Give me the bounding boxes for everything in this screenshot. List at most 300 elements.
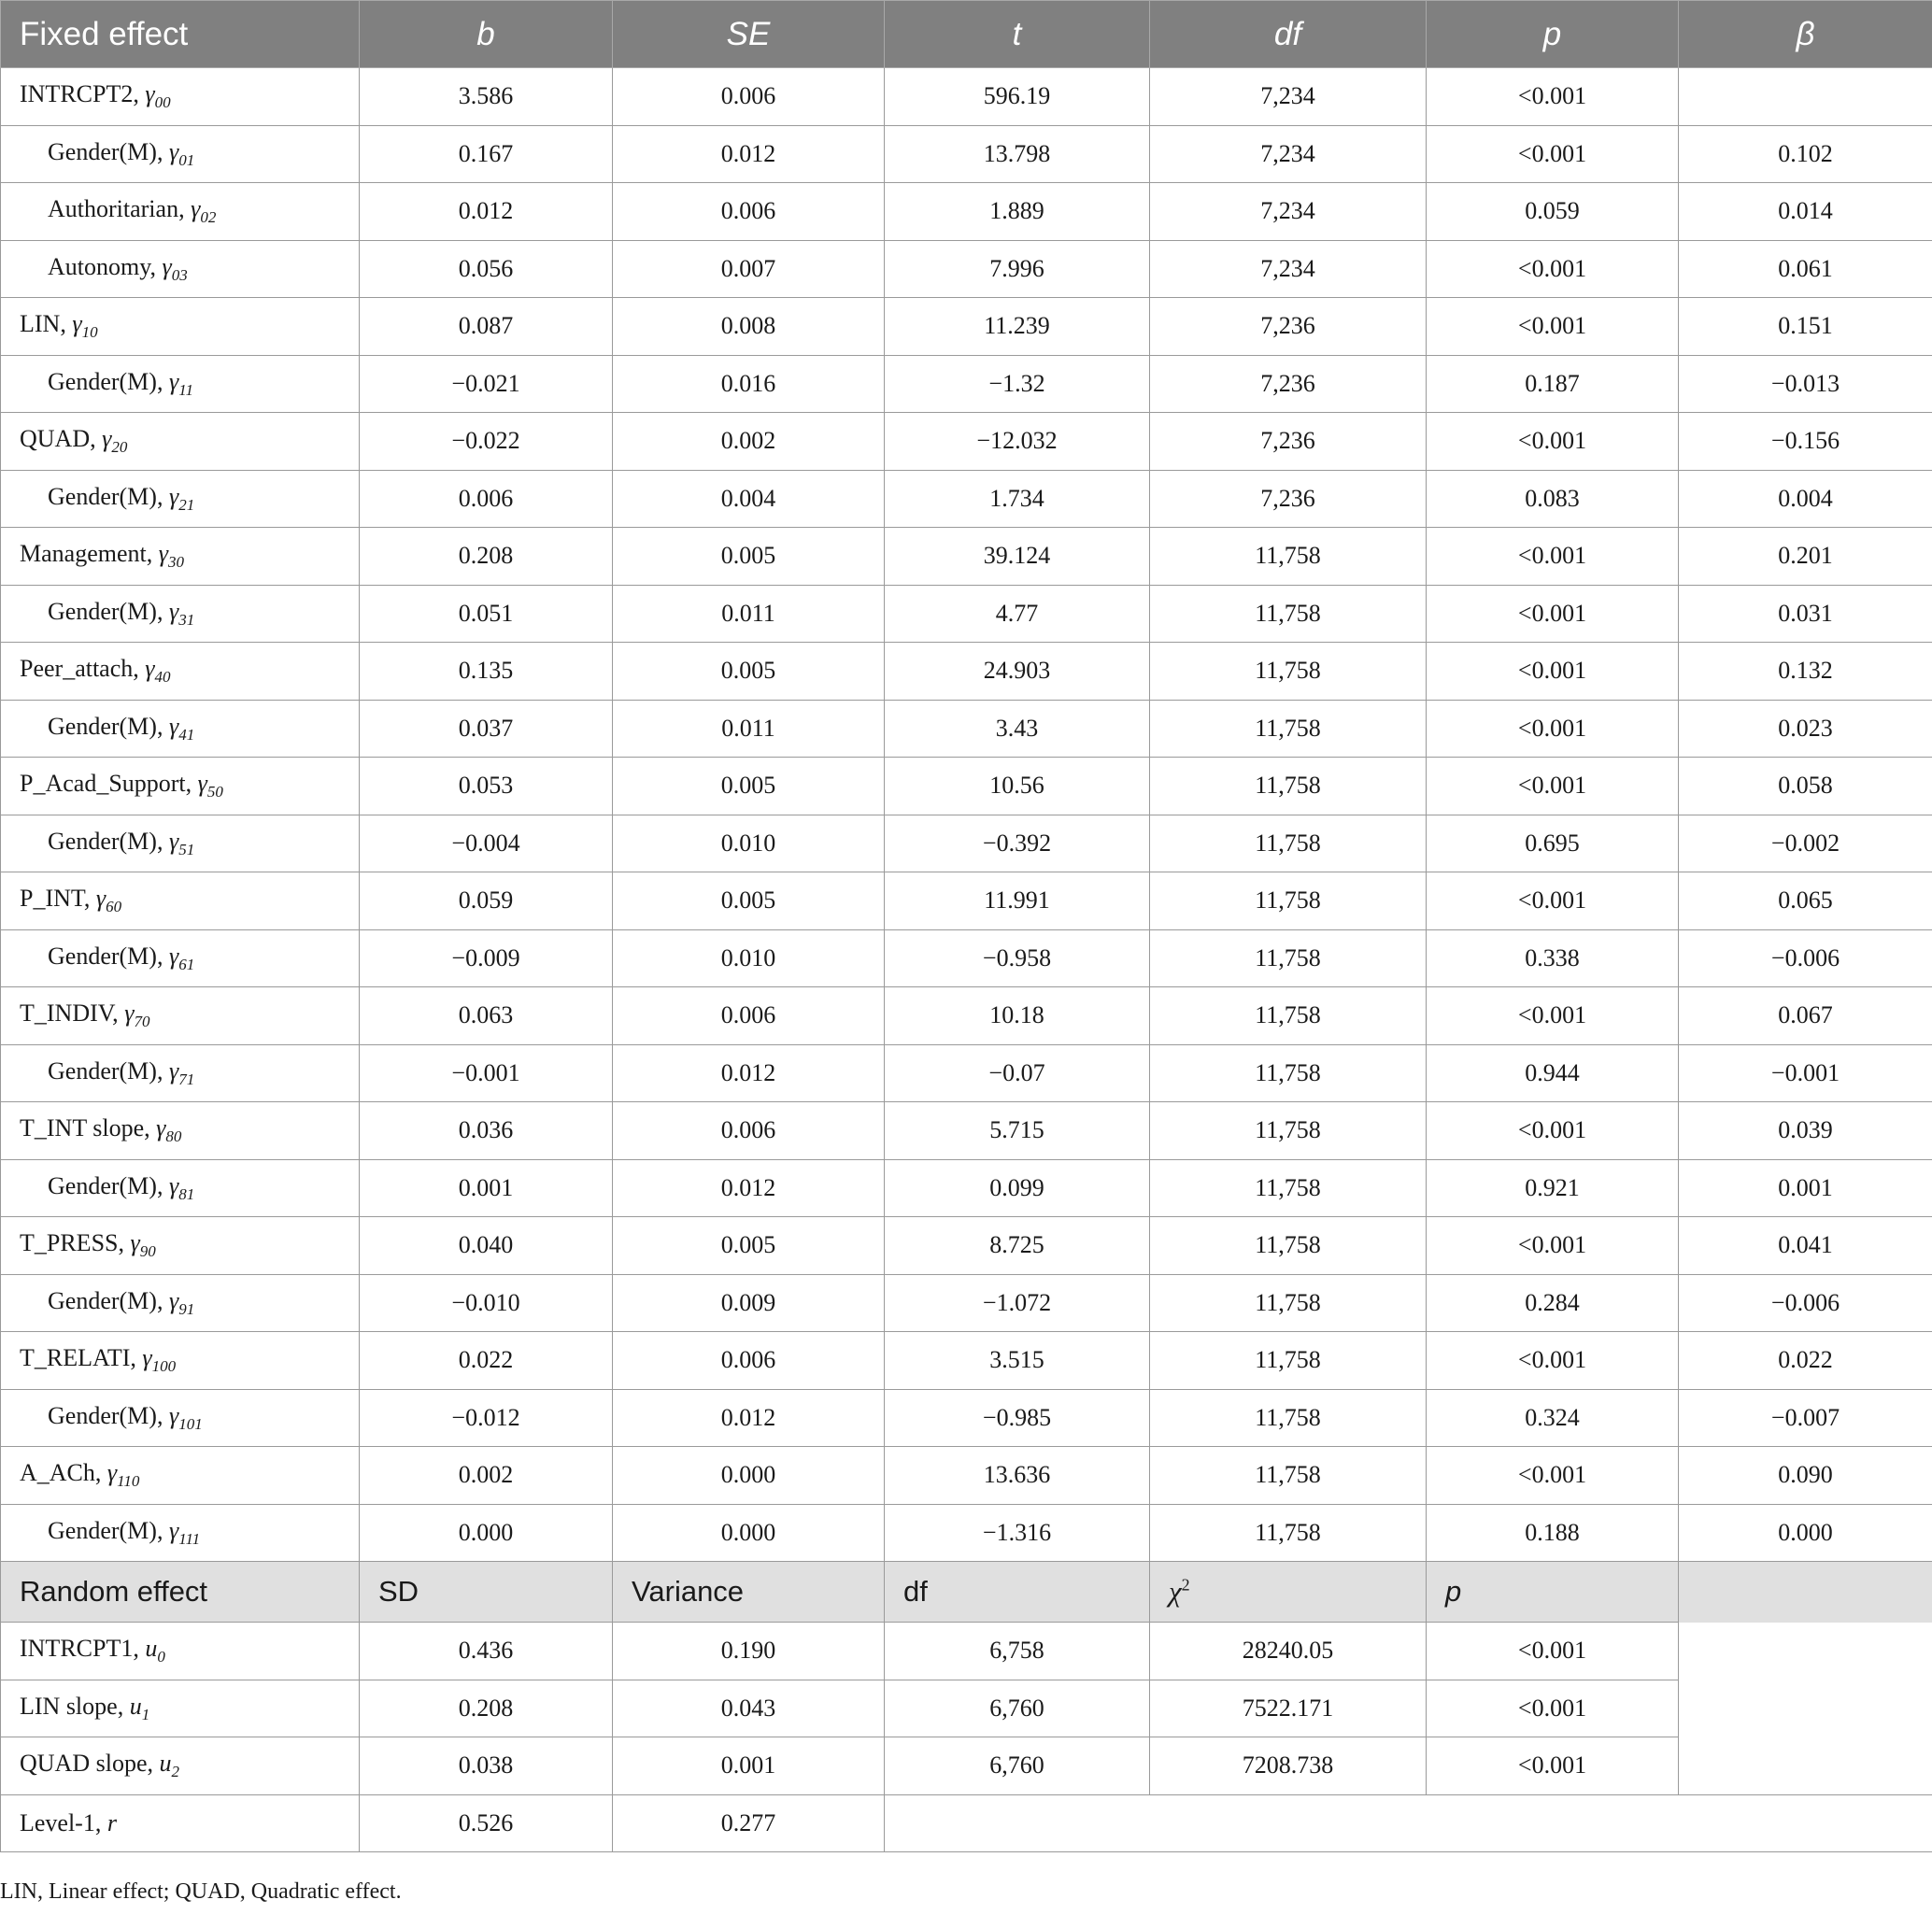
- p-cell: <0.001: [1427, 643, 1679, 701]
- b-cell: 0.063: [360, 987, 613, 1045]
- coefficient-symbol: $\gamma_{110}$: [107, 1459, 140, 1491]
- coefficient-symbol: $\gamma_{70}$: [124, 1000, 150, 1031]
- t-cell: 7.996: [885, 240, 1150, 298]
- random-df-header: df: [885, 1562, 1150, 1623]
- t-cell: 13.636: [885, 1447, 1150, 1505]
- df-cell: 11,758: [1150, 528, 1427, 586]
- row-label-text: T_INT slope,: [20, 1114, 157, 1142]
- p-cell: <0.001: [1427, 1447, 1679, 1505]
- row-label: [1, 1447, 360, 1505]
- df-cell: 7,234: [1150, 183, 1427, 241]
- df-cell: 7,234: [1150, 240, 1427, 298]
- row-label-text: Gender(M),: [48, 137, 169, 165]
- p-cell: 0.324: [1427, 1389, 1679, 1447]
- fixed-effect-row: [1, 1044, 1932, 1102]
- coefficient-symbol: $\gamma_{41}$: [168, 712, 195, 744]
- variance-cell: 0.277: [613, 1794, 885, 1852]
- p-cell: <0.001: [1427, 585, 1679, 643]
- row-label: [1, 643, 360, 701]
- fixed-effect-row: [1, 700, 1932, 758]
- fixed-effect-row: [1, 872, 1932, 930]
- beta-cell: 0.065: [1679, 872, 1932, 930]
- b-cell: 0.001: [360, 1159, 613, 1217]
- row-label-text: Gender(M),: [48, 827, 169, 855]
- b-cell: −0.012: [360, 1389, 613, 1447]
- p-cell: <0.001: [1427, 987, 1679, 1045]
- t-cell: −0.07: [885, 1044, 1150, 1102]
- se-cell: 0.005: [613, 528, 885, 586]
- p-cell: 0.083: [1427, 470, 1679, 528]
- p-cell: <0.001: [1427, 1332, 1679, 1390]
- row-label: [1, 815, 360, 872]
- sd-cell: 0.038: [360, 1737, 613, 1795]
- fixed-effect-row: [1, 815, 1932, 872]
- empty-cell: [885, 1794, 1932, 1852]
- df-cell: 11,758: [1150, 1102, 1427, 1160]
- beta-cell: 0.201: [1679, 528, 1932, 586]
- p-cell: <0.001: [1427, 528, 1679, 586]
- se-cell: 0.007: [613, 240, 885, 298]
- df-cell: 11,758: [1150, 1447, 1427, 1505]
- df-cell: 11,758: [1150, 987, 1427, 1045]
- coefficient-symbol: $\gamma_{00}$: [145, 80, 171, 112]
- coefficient-symbol: $\gamma_{02}$: [191, 195, 217, 227]
- fixed-effect-row: [1, 413, 1932, 471]
- t-cell: −1.072: [885, 1274, 1150, 1332]
- beta-cell: 0.039: [1679, 1102, 1932, 1160]
- p-cell: <0.001: [1427, 240, 1679, 298]
- b-cell: −0.021: [360, 355, 613, 413]
- df-cell: 11,758: [1150, 872, 1427, 930]
- beta-cell: 0.022: [1679, 1332, 1932, 1390]
- random-p-cell: <0.001: [1427, 1680, 1679, 1737]
- se-cell: 0.011: [613, 700, 885, 758]
- t-cell: 11.239: [885, 298, 1150, 356]
- beta-cell: 0.031: [1679, 585, 1932, 643]
- beta-cell: 0.151: [1679, 298, 1932, 356]
- df-cell: 11,758: [1150, 815, 1427, 872]
- coefficient-symbol: $\gamma_{51}$: [168, 827, 195, 858]
- row-label-text: Gender(M),: [48, 1286, 169, 1314]
- df-header: df: [1150, 1, 1427, 68]
- beta-cell: 0.041: [1679, 1217, 1932, 1275]
- p-cell: 0.921: [1427, 1159, 1679, 1217]
- df-cell: 11,758: [1150, 1274, 1427, 1332]
- se-cell: 0.005: [613, 1217, 885, 1275]
- se-cell: 0.005: [613, 872, 885, 930]
- variance-cell: 0.001: [613, 1737, 885, 1795]
- beta-cell: −0.007: [1679, 1389, 1932, 1447]
- df-cell: 11,758: [1150, 929, 1427, 987]
- random-effect-row: [1, 1737, 1932, 1795]
- fixed-effect-row: [1, 1504, 1932, 1562]
- row-label-text: Gender(M),: [48, 1171, 169, 1199]
- se-cell: 0.012: [613, 1044, 885, 1102]
- row-label-text: Peer_attach,: [20, 655, 146, 683]
- p-cell: 0.944: [1427, 1044, 1679, 1102]
- sd-header: SD: [360, 1562, 613, 1623]
- se-cell: 0.012: [613, 1389, 885, 1447]
- random-df-cell: 6,760: [885, 1737, 1150, 1795]
- se-cell: 0.016: [613, 355, 885, 413]
- b-cell: 0.053: [360, 758, 613, 815]
- row-label-text: Gender(M),: [48, 367, 169, 395]
- t-cell: 3.515: [885, 1332, 1150, 1390]
- b-header: b: [360, 1, 613, 68]
- row-label: [1, 413, 360, 471]
- fixed-effect-header-row: [1, 1, 1932, 68]
- t-cell: 1.734: [885, 470, 1150, 528]
- coefficient-symbol: $\gamma_{111}$: [168, 1516, 201, 1548]
- coefficient-symbol: $u_2$: [159, 1750, 179, 1781]
- fixed-effect-row: [1, 643, 1932, 701]
- p-cell: 0.187: [1427, 355, 1679, 413]
- fixed-effect-row: [1, 68, 1932, 126]
- fixed-effect-row: [1, 125, 1932, 183]
- t-cell: 0.099: [885, 1159, 1150, 1217]
- beta-cell: [1679, 68, 1932, 126]
- beta-header: β: [1679, 1, 1932, 68]
- t-cell: −12.032: [885, 413, 1150, 471]
- variance-header: Variance: [613, 1562, 885, 1623]
- df-cell: 11,758: [1150, 1044, 1427, 1102]
- row-label: [1, 298, 360, 356]
- variance-cell: 0.190: [613, 1623, 885, 1680]
- fixed-effect-row: [1, 1389, 1932, 1447]
- beta-cell: 0.067: [1679, 987, 1932, 1045]
- p-cell: <0.001: [1427, 413, 1679, 471]
- b-cell: 0.012: [360, 183, 613, 241]
- row-label-text: INTRCPT2,: [20, 80, 146, 108]
- df-cell: 11,758: [1150, 1159, 1427, 1217]
- random-df-cell: 6,760: [885, 1680, 1150, 1737]
- row-label-text: Gender(M),: [48, 1401, 169, 1429]
- row-label: [1, 1680, 360, 1737]
- fixed-effect-row: [1, 1159, 1932, 1217]
- beta-cell: 0.090: [1679, 1447, 1932, 1505]
- random-p-header: p: [1427, 1562, 1679, 1623]
- random-effect-body: [1, 1562, 1932, 1852]
- t-cell: −0.392: [885, 815, 1150, 872]
- row-label-text: T_RELATI,: [20, 1344, 143, 1372]
- row-label-text: QUAD slope,: [20, 1750, 160, 1778]
- row-label-text: Management,: [20, 540, 159, 568]
- coefficient-symbol: $\gamma_{01}$: [168, 137, 195, 169]
- fixed-effect-row: [1, 183, 1932, 241]
- row-label: [1, 1102, 360, 1160]
- row-label-text: LIN slope,: [20, 1692, 130, 1720]
- df-cell: 7,236: [1150, 413, 1427, 471]
- row-label-text: P_Acad_Support,: [20, 770, 198, 798]
- se-cell: 0.006: [613, 1332, 885, 1390]
- row-label-text: Gender(M),: [48, 942, 169, 970]
- df-cell: 11,758: [1150, 758, 1427, 815]
- beta-cell: −0.002: [1679, 815, 1932, 872]
- beta-cell: 0.058: [1679, 758, 1932, 815]
- row-label-text: INTRCPT1,: [20, 1635, 146, 1663]
- fixed-effect-row: [1, 1217, 1932, 1275]
- p-cell: <0.001: [1427, 1102, 1679, 1160]
- coefficient-symbol: $\gamma_{90}$: [130, 1229, 156, 1261]
- b-cell: 0.167: [360, 125, 613, 183]
- sd-cell: 0.208: [360, 1680, 613, 1737]
- random-effect-header: Random effect: [1, 1562, 360, 1623]
- random-effect-row: [1, 1623, 1932, 1680]
- empty-cell: [1679, 1562, 1932, 1623]
- p-cell: 0.338: [1427, 929, 1679, 987]
- row-label: [1, 987, 360, 1045]
- row-label: [1, 929, 360, 987]
- b-cell: 0.208: [360, 528, 613, 586]
- df-cell: 11,758: [1150, 643, 1427, 701]
- se-cell: 0.012: [613, 125, 885, 183]
- se-cell: 0.012: [613, 1159, 885, 1217]
- b-cell: 0.022: [360, 1332, 613, 1390]
- coefficient-symbol: $\gamma_{20}$: [102, 425, 128, 457]
- df-cell: 7,234: [1150, 68, 1427, 126]
- beta-cell: 0.000: [1679, 1504, 1932, 1562]
- coefficient-symbol: $\gamma_{03}$: [162, 252, 188, 284]
- row-label-text: Gender(M),: [48, 1516, 169, 1544]
- t-cell: 1.889: [885, 183, 1150, 241]
- df-cell: 7,234: [1150, 125, 1427, 183]
- b-cell: 0.040: [360, 1217, 613, 1275]
- row-label: [1, 1623, 360, 1680]
- coefficient-symbol: $\gamma_{50}$: [197, 770, 223, 801]
- coefficient-symbol: $\gamma_{91}$: [168, 1286, 195, 1318]
- se-cell: 0.005: [613, 643, 885, 701]
- coefficient-symbol: $u_1$: [129, 1692, 150, 1723]
- t-cell: 24.903: [885, 643, 1150, 701]
- se-cell: 0.004: [613, 470, 885, 528]
- beta-cell: −0.156: [1679, 413, 1932, 471]
- level1-row: [1, 1794, 1932, 1852]
- row-label: [1, 585, 360, 643]
- fixed-effect-row: [1, 1274, 1932, 1332]
- beta-cell: 0.023: [1679, 700, 1932, 758]
- empty-cell: [1679, 1737, 1932, 1795]
- b-cell: 0.037: [360, 700, 613, 758]
- coefficient-symbol: $\gamma_{30}$: [158, 540, 184, 572]
- coefficient-symbol: $\gamma_{80}$: [156, 1114, 182, 1146]
- p-cell: <0.001: [1427, 1217, 1679, 1275]
- row-label: [1, 183, 360, 241]
- row-label: [1, 872, 360, 930]
- df-cell: 11,758: [1150, 585, 1427, 643]
- se-cell: 0.000: [613, 1504, 885, 1562]
- fixed-effect-body: [1, 68, 1932, 1562]
- random-effect-row: [1, 1680, 1932, 1737]
- beta-cell: 0.102: [1679, 125, 1932, 183]
- b-cell: 0.056: [360, 240, 613, 298]
- row-label-text: Authoritarian,: [48, 195, 192, 223]
- empty-cell: [1679, 1680, 1932, 1737]
- b-cell: 0.000: [360, 1504, 613, 1562]
- fixed-effect-row: [1, 298, 1932, 356]
- se-header: SE: [613, 1, 885, 68]
- fixed-effect-row: [1, 1332, 1932, 1390]
- se-cell: 0.010: [613, 929, 885, 987]
- row-label-text: A_ACh,: [20, 1459, 107, 1487]
- se-cell: 0.006: [613, 183, 885, 241]
- coefficient-symbol: $\gamma_{61}$: [168, 942, 195, 973]
- coefficient-symbol: $\gamma_{31}$: [168, 597, 195, 629]
- t-cell: −1.32: [885, 355, 1150, 413]
- row-label-text: LIN,: [20, 310, 73, 338]
- t-cell: 13.798: [885, 125, 1150, 183]
- row-label: [1, 470, 360, 528]
- p-cell: <0.001: [1427, 125, 1679, 183]
- beta-cell: −0.013: [1679, 355, 1932, 413]
- df-cell: 11,758: [1150, 1332, 1427, 1390]
- b-cell: 0.087: [360, 298, 613, 356]
- row-label-text: T_PRESS,: [20, 1229, 131, 1257]
- row-label-text: Level-1,: [20, 1808, 107, 1836]
- b-cell: 0.006: [360, 470, 613, 528]
- p-cell: <0.001: [1427, 68, 1679, 126]
- fixed-effect-row: [1, 1102, 1932, 1160]
- beta-cell: −0.001: [1679, 1044, 1932, 1102]
- coefficient-symbol: $\gamma_{11}$: [168, 367, 193, 399]
- row-label: [1, 1737, 360, 1795]
- p-cell: <0.001: [1427, 758, 1679, 815]
- chi-square-cell: 7522.171: [1150, 1680, 1427, 1737]
- row-label: [1, 1389, 360, 1447]
- row-label: [1, 1217, 360, 1275]
- t-cell: 3.43: [885, 700, 1150, 758]
- coefficient-symbol: $\gamma_{101}$: [168, 1401, 203, 1433]
- chi-square-header: $\chi^2$: [1150, 1562, 1427, 1623]
- p-cell: <0.001: [1427, 298, 1679, 356]
- random-p-cell: <0.001: [1427, 1737, 1679, 1795]
- row-label: [1, 1044, 360, 1102]
- b-cell: 0.051: [360, 585, 613, 643]
- df-cell: 7,236: [1150, 355, 1427, 413]
- row-label: [1, 758, 360, 815]
- p-header: p: [1427, 1, 1679, 68]
- beta-cell: −0.006: [1679, 1274, 1932, 1332]
- t-cell: −0.985: [885, 1389, 1150, 1447]
- row-label: [1, 528, 360, 586]
- fixed-effect-row: [1, 355, 1932, 413]
- row-label-text: T_INDIV,: [20, 1000, 125, 1028]
- p-cell: 0.695: [1427, 815, 1679, 872]
- b-cell: 0.059: [360, 872, 613, 930]
- beta-cell: 0.014: [1679, 183, 1932, 241]
- sd-cell: 0.436: [360, 1623, 613, 1680]
- row-label: [1, 125, 360, 183]
- se-cell: 0.002: [613, 413, 885, 471]
- df-cell: 7,236: [1150, 298, 1427, 356]
- b-cell: 0.135: [360, 643, 613, 701]
- t-cell: 4.77: [885, 585, 1150, 643]
- beta-cell: 0.001: [1679, 1159, 1932, 1217]
- b-cell: −0.010: [360, 1274, 613, 1332]
- coefficient-symbol: $\gamma_{21}$: [168, 482, 195, 514]
- df-cell: 7,236: [1150, 470, 1427, 528]
- b-cell: 0.036: [360, 1102, 613, 1160]
- row-label-text: P_INT,: [20, 885, 96, 913]
- fixed-effect-row: [1, 1447, 1932, 1505]
- t-cell: 11.991: [885, 872, 1150, 930]
- fixed-effect-row: [1, 987, 1932, 1045]
- beta-cell: −0.006: [1679, 929, 1932, 987]
- b-cell: 3.586: [360, 68, 613, 126]
- empty-cell: [1679, 1623, 1932, 1680]
- variance-cell: 0.043: [613, 1680, 885, 1737]
- t-cell: −1.316: [885, 1504, 1150, 1562]
- row-label-text: Gender(M),: [48, 1056, 169, 1085]
- row-label: [1, 240, 360, 298]
- row-label: [1, 1794, 360, 1852]
- se-cell: 0.008: [613, 298, 885, 356]
- se-cell: 0.006: [613, 68, 885, 126]
- p-cell: 0.284: [1427, 1274, 1679, 1332]
- beta-cell: 0.061: [1679, 240, 1932, 298]
- chi-square-cell: 7208.738: [1150, 1737, 1427, 1795]
- row-label-text: Gender(M),: [48, 597, 169, 625]
- b-cell: −0.004: [360, 815, 613, 872]
- se-cell: 0.005: [613, 758, 885, 815]
- fixed-effect-row: [1, 240, 1932, 298]
- coefficient-symbol: $\gamma_{60}$: [95, 885, 122, 916]
- t-cell: 596.19: [885, 68, 1150, 126]
- beta-cell: 0.132: [1679, 643, 1932, 701]
- b-cell: −0.009: [360, 929, 613, 987]
- coefficient-symbol: r: [107, 1808, 117, 1836]
- fixed-effect-row: [1, 758, 1932, 815]
- df-cell: 11,758: [1150, 1504, 1427, 1562]
- b-cell: −0.001: [360, 1044, 613, 1102]
- random-p-cell: <0.001: [1427, 1623, 1679, 1680]
- coefficient-symbol: $\gamma_{71}$: [168, 1056, 195, 1088]
- coefficient-symbol: $\gamma_{100}$: [142, 1344, 177, 1376]
- t-cell: 8.725: [885, 1217, 1150, 1275]
- row-label: [1, 1274, 360, 1332]
- se-cell: 0.000: [613, 1447, 885, 1505]
- fixed-effect-row: [1, 929, 1932, 987]
- se-cell: 0.009: [613, 1274, 885, 1332]
- beta-cell: 0.004: [1679, 470, 1932, 528]
- t-cell: 10.18: [885, 987, 1150, 1045]
- row-label: [1, 1159, 360, 1217]
- row-label-text: QUAD,: [20, 425, 103, 453]
- p-cell: <0.001: [1427, 872, 1679, 930]
- fixed-effect-header: Fixed effect: [1, 1, 360, 68]
- row-label-text: Autonomy,: [48, 252, 163, 280]
- t-cell: 10.56: [885, 758, 1150, 815]
- df-cell: 11,758: [1150, 1389, 1427, 1447]
- coefficient-symbol: $\gamma_{40}$: [145, 655, 171, 687]
- p-cell: <0.001: [1427, 700, 1679, 758]
- coefficient-symbol: $\gamma_{10}$: [72, 310, 98, 342]
- row-label-text: Gender(M),: [48, 482, 169, 510]
- t-cell: −0.958: [885, 929, 1150, 987]
- table-footnote: LIN, Linear effect; QUAD, Quadratic effect.: [0, 1879, 402, 1904]
- b-cell: −0.022: [360, 413, 613, 471]
- t-header: t: [885, 1, 1150, 68]
- fixed-effect-row: [1, 528, 1932, 586]
- random-effect-header-row: [1, 1562, 1932, 1623]
- row-label: [1, 68, 360, 126]
- df-cell: 11,758: [1150, 700, 1427, 758]
- t-cell: 39.124: [885, 528, 1150, 586]
- t-cell: 5.715: [885, 1102, 1150, 1160]
- row-label: [1, 1504, 360, 1562]
- p-cell: 0.059: [1427, 183, 1679, 241]
- chi-square-cell: 28240.05: [1150, 1623, 1427, 1680]
- fixed-effect-row: [1, 470, 1932, 528]
